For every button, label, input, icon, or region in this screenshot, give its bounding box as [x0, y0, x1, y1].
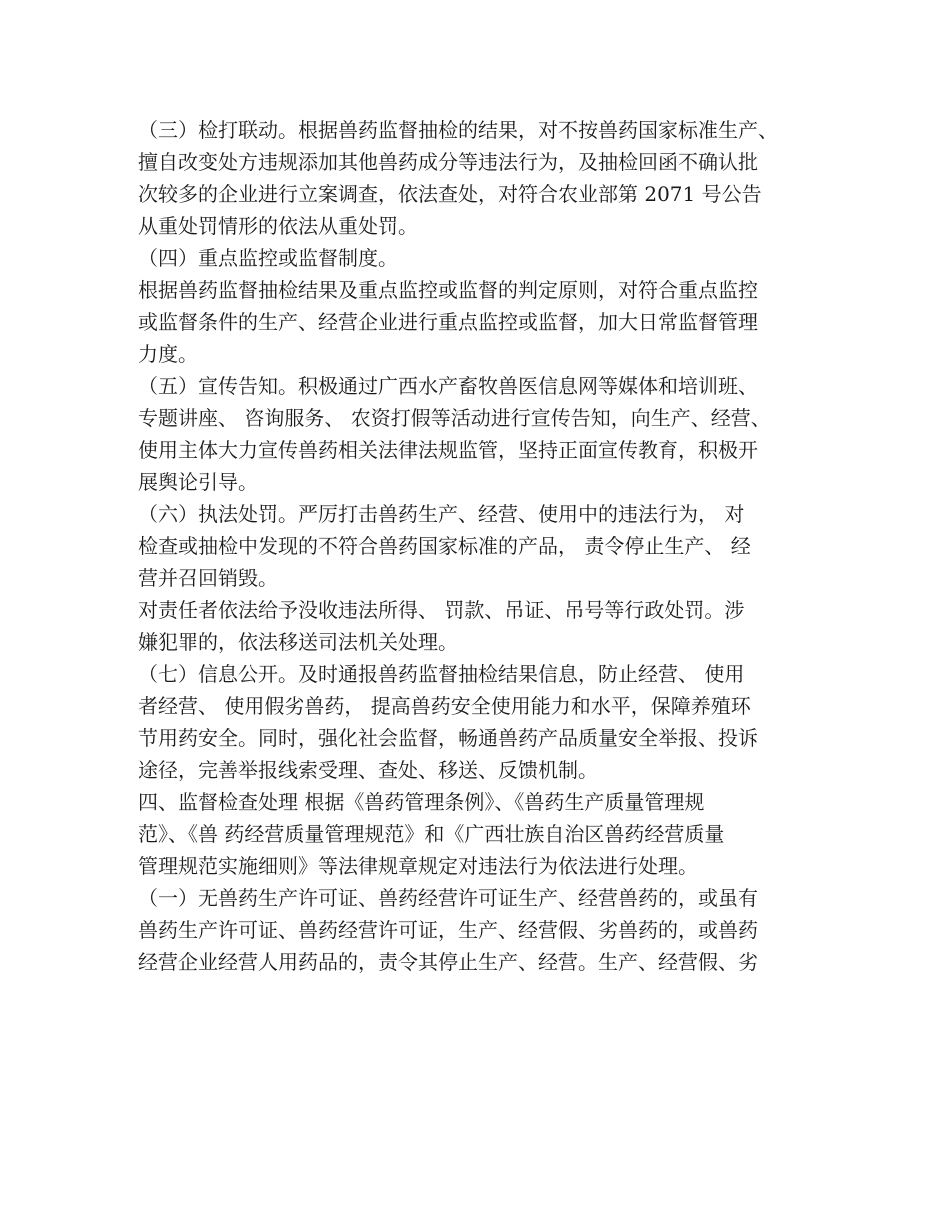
text-line: 对责任者依法给予没收违法所得、 罚款、吊证、吊号等行政处罚。涉 — [138, 598, 745, 622]
text-line: 范》、《兽 药经营质量管理规范》和《广西壮族自治区兽药经营质量 — [138, 822, 725, 846]
text-line: 展舆论引导。 — [138, 470, 258, 494]
text-line: 兽药生产许可证、兽药经营许可证，生产、经营假、劣兽药的，或兽药 — [138, 918, 758, 942]
text-line: 营并召回销毁。 — [138, 566, 278, 590]
text-line: 力度。 — [138, 342, 198, 366]
text-line: 节用药安全。同时，强化社会监督，畅通兽药产品质量安全举报、投诉 — [138, 726, 758, 750]
text-line: 使用主体大力宣传兽药相关法律法规监管，坚持正面宣传教育，积极开 — [138, 438, 758, 462]
text-line: 管理规范实施细则》等法律规章规定对违法行为依法进行处理。 — [138, 854, 698, 878]
text-line: 次较多的企业进行立案调查，依法查处，对符合农业部第 2071 号公告 — [138, 182, 762, 206]
text-line: 根据兽药监督抽检结果及重点监控或监督的判定原则，对符合重点监控 — [138, 278, 758, 302]
document-body — [138, 114, 828, 978]
text-line: （一）无兽药生产许可证、兽药经营许可证生产、经营兽药的，或虽有 — [138, 886, 758, 910]
text-line: （三）检打联动。根据兽药监督抽检的结果，对不按兽药国家标准生产、 — [138, 118, 778, 142]
text-line: 检查或抽检中发现的不符合兽药国家标准的产品， 责令停止生产、 经 — [138, 534, 751, 558]
text-line: （六）执法处罚。严厉打击兽药生产、经营、使用中的违法行为， 对 — [138, 502, 745, 526]
section-heading: （四）重点监控或监督制度。 — [138, 246, 398, 270]
text-line: 经营企业经营人用药品的，责令其停止生产、经营。生产、经营假、劣 — [138, 950, 758, 974]
text-line: 嫌犯罪的，依法移送司法机关处理。 — [138, 630, 458, 654]
text-line: 从重处罚情形的依法从重处罚。 — [138, 214, 418, 238]
text-line: 专题讲座、 咨询服务、 农资打假等活动进行宣传告知，向生产、经营、 — [138, 406, 771, 430]
text-line: （五）宣传告知。积极通过广西水产畜牧兽医信息网等媒体和培训班、 — [138, 374, 758, 398]
text-line: 四、监督检查处理 根据《兽药管理条例》、《兽药生产质量管理规 — [138, 790, 705, 814]
text-line: （七）信息公开。及时通报兽药监督抽检结果信息，防止经营、 使用 — [138, 662, 745, 686]
text-line: 擅自改变处方违规添加其他兽药成分等违法行为，及抽检回函不确认批 — [138, 150, 758, 174]
text-line: 途径，完善举报线索受理、查处、移送、反馈机制。 — [138, 758, 598, 782]
text-line: 者经营、 使用假劣兽药， 提高兽药安全使用能力和水平，保障养殖环 — [138, 694, 751, 718]
text-line: 或监督条件的生产、经营企业进行重点监控或监督，加大日常监督管理 — [138, 310, 758, 334]
